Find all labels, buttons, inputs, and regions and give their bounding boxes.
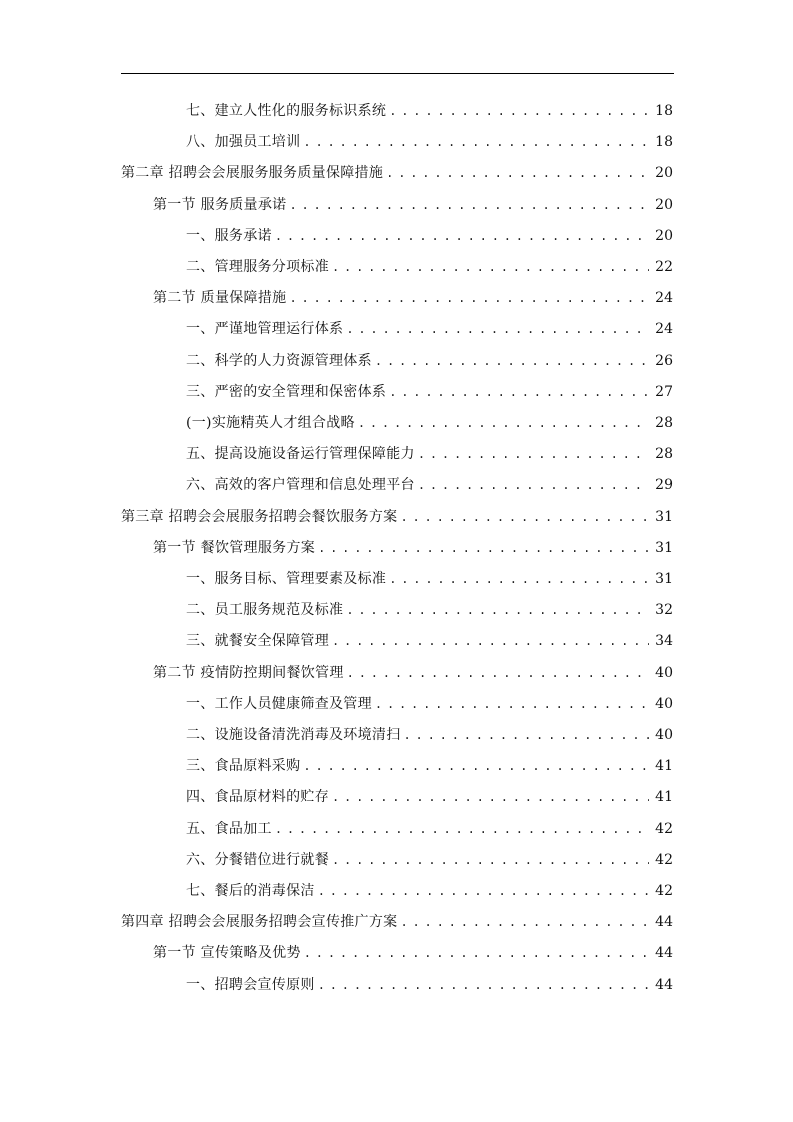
toc-page-number: 27 — [655, 383, 673, 400]
toc-page-number: 42 — [655, 851, 673, 868]
toc-entry-title: 第一节 餐饮管理服务方案 — [153, 539, 316, 556]
header-rule — [121, 73, 674, 74]
toc-page-number: 34 — [655, 633, 673, 650]
toc-page-number: 18 — [655, 103, 673, 119]
toc-dot-leader — [318, 538, 649, 558]
toc-page-number: 44 — [655, 914, 673, 931]
toc-entry-row — [186, 787, 673, 807]
toc-page-number: 20 — [655, 165, 673, 182]
toc-entry[interactable] — [0, 469, 793, 500]
toc-page-number: 42 — [655, 883, 673, 899]
toc-entry-title: 第二章 招聘会会展服务服务质量保障措施 — [121, 165, 384, 182]
toc-entry[interactable] — [0, 532, 793, 563]
toc-entry-title: 二、员工服务规范及标准 — [186, 602, 344, 619]
toc-page-number: 28 — [655, 446, 673, 463]
toc-entry-title: 二、科学的人力资源管理体系 — [186, 352, 372, 369]
toc-page-number: 24 — [655, 321, 673, 338]
toc-page-number: 20 — [655, 196, 673, 213]
toc-entry[interactable] — [0, 407, 793, 438]
toc-entry-title: 二、管理服务分项标准 — [186, 259, 329, 275]
toc-entry[interactable] — [0, 220, 793, 251]
toc-dot-leader — [404, 725, 650, 745]
toc-entry-title: 八、加强员工培训 — [186, 134, 301, 151]
toc-dot-leader — [386, 163, 649, 183]
toc-entry[interactable] — [0, 750, 793, 781]
toc-entry-row — [186, 819, 673, 839]
toc-entry-title: 一、服务目标、管理要素及标准 — [186, 571, 387, 587]
toc-dot-leader — [289, 195, 649, 215]
toc-entry[interactable] — [0, 126, 793, 157]
toc-entry[interactable] — [0, 313, 793, 344]
toc-entry-title: 第一节 服务质量承诺 — [153, 196, 287, 213]
toc-entry-row — [186, 226, 673, 246]
toc-dot-leader — [400, 507, 649, 527]
toc-page-number: 44 — [655, 976, 673, 993]
toc-page-number: 41 — [655, 758, 673, 775]
toc-entry[interactable] — [0, 345, 793, 376]
toc-page-number: 18 — [655, 134, 673, 151]
toc-dot-leader — [375, 351, 649, 371]
toc-entry-row — [186, 631, 673, 651]
toc-entry[interactable] — [0, 937, 793, 968]
toc-entry-title: 六、高效的客户管理和信息处理平台 — [186, 477, 415, 494]
toc-dot-leader — [418, 444, 649, 464]
toc-entry-row — [121, 912, 673, 932]
toc-entry-title: 一、工作人员健康筛查及管理 — [186, 695, 372, 712]
toc-dot-leader — [318, 975, 649, 995]
toc-entry[interactable] — [0, 906, 793, 937]
toc-page-number: 24 — [655, 290, 673, 307]
toc-entry-title: 第二节 疫情防控期间餐饮管理 — [153, 664, 344, 681]
toc-entry-row — [153, 288, 673, 308]
toc-dot-leader — [303, 756, 649, 776]
toc-entry[interactable] — [0, 719, 793, 750]
toc-page-number: 28 — [655, 415, 673, 431]
toc-page-number: 26 — [655, 352, 673, 369]
toc-entry[interactable] — [0, 438, 793, 469]
toc-dot-leader — [375, 694, 649, 714]
toc-entry-title: 六、分餐错位进行就餐 — [186, 851, 329, 868]
toc-entry-title: 第四章 招聘会会展服务招聘会宣传推广方案 — [121, 914, 398, 931]
toc-page-number: 40 — [655, 727, 673, 743]
toc-entry[interactable] — [0, 875, 793, 906]
toc-dot-leader — [400, 912, 649, 932]
toc-entry[interactable] — [0, 969, 793, 1000]
toc-entry-row — [186, 319, 673, 339]
toc-entry-title: 一、服务承诺 — [186, 227, 272, 244]
toc-entry-row — [186, 725, 673, 745]
toc-entry-title: 二、设施设备清洗消毒及环境清扫 — [186, 727, 401, 743]
toc-dot-leader — [303, 132, 649, 152]
toc-dot-leader — [332, 787, 649, 807]
toc-entry-title: 三、严密的安全管理和保密体系 — [186, 383, 387, 400]
toc-entry-row — [186, 444, 673, 464]
toc-entry[interactable] — [0, 594, 793, 625]
toc-dot-leader — [418, 475, 649, 495]
toc-entry[interactable] — [0, 376, 793, 407]
toc-page-number: 31 — [655, 571, 673, 587]
toc-dot-leader — [275, 819, 649, 839]
toc-entry[interactable] — [0, 657, 793, 688]
toc-entry-row — [186, 257, 673, 277]
toc-entry-row — [186, 881, 673, 901]
toc-page-number: 41 — [655, 789, 673, 806]
toc-entry-row — [186, 850, 673, 870]
toc-entry-title: 一、招聘会宣传原则 — [186, 976, 315, 993]
toc-entry-row — [121, 163, 673, 183]
toc-dot-leader — [389, 382, 649, 402]
toc-dot-leader — [347, 663, 650, 683]
toc-entry-row — [186, 694, 673, 714]
toc-entry[interactable] — [0, 844, 793, 875]
toc-entry[interactable] — [0, 501, 793, 532]
toc-dot-leader — [275, 226, 649, 246]
toc-entry-title: 三、就餐安全保障管理 — [186, 633, 329, 650]
toc-entry-row — [153, 195, 673, 215]
toc-entry-title: 三、食品原料采购 — [186, 758, 301, 775]
toc-entry[interactable] — [0, 282, 793, 313]
toc-entry-title: 第三章 招聘会会展服务招聘会餐饮服务方案 — [121, 508, 398, 525]
toc-entry-row — [153, 943, 673, 963]
toc-page-number: 20 — [655, 227, 673, 244]
toc-entry-row — [121, 507, 673, 527]
toc-entry-title: (一)实施精英人才组合战略 — [186, 415, 355, 431]
toc-entry[interactable] — [0, 189, 793, 220]
toc-page-number: 44 — [655, 945, 673, 962]
toc-entry-title: 第二节 质量保障措施 — [153, 290, 287, 307]
toc-dot-leader — [332, 631, 649, 651]
toc-entry-row — [153, 538, 673, 558]
toc-page-number: 29 — [655, 477, 673, 494]
toc-entry-row — [186, 569, 673, 589]
toc-dot-leader — [358, 413, 649, 433]
toc-entry-row — [186, 351, 673, 371]
toc-entry-row — [153, 663, 673, 683]
toc-dot-leader — [304, 943, 649, 963]
toc-entry-title: 第一节 宣传策略及优势 — [153, 945, 301, 962]
toc-page-number: 32 — [655, 602, 673, 619]
toc-page-number: 40 — [655, 695, 673, 712]
toc-entry[interactable] — [0, 251, 793, 282]
toc-dot-leader — [332, 257, 649, 277]
toc-entry-row — [186, 975, 673, 995]
toc-entry-row — [186, 756, 673, 776]
toc-entry-title: 七、建立人性化的服务标识系统 — [186, 103, 387, 119]
toc-dot-leader — [289, 288, 649, 308]
toc-entry-title: 四、食品原材料的贮存 — [186, 789, 329, 806]
toc-page-number: 42 — [655, 820, 673, 837]
toc-entry-row — [186, 413, 673, 433]
toc-dot-leader — [332, 850, 649, 870]
toc-dot-leader — [318, 881, 649, 901]
toc-dot-leader — [346, 600, 649, 620]
toc-entry[interactable] — [0, 563, 793, 594]
toc-entry[interactable] — [0, 95, 793, 126]
toc-dot-leader — [389, 101, 649, 121]
toc-entry-row — [186, 475, 673, 495]
toc-entry-title: 七、餐后的消毒保洁 — [186, 883, 315, 899]
toc-entry-title: 一、严谨地管理运行体系 — [186, 321, 344, 338]
toc-entry[interactable] — [0, 781, 793, 812]
toc-entry[interactable] — [0, 688, 793, 719]
toc-dot-leader — [389, 569, 649, 589]
toc-dot-leader — [346, 319, 649, 339]
toc-entry[interactable] — [0, 157, 793, 188]
toc-page-number: 31 — [655, 508, 673, 525]
toc-entry-title: 五、提高设施设备运行管理保障能力 — [186, 446, 415, 463]
toc-entry-title: 五、食品加工 — [186, 820, 272, 837]
toc-page-number: 22 — [655, 259, 673, 275]
toc-page-number: 31 — [655, 539, 673, 556]
toc-entry-row — [186, 382, 673, 402]
toc-entry-row — [186, 600, 673, 620]
toc-entry[interactable] — [0, 625, 793, 656]
toc-entry-row — [186, 101, 673, 121]
toc-entry[interactable] — [0, 813, 793, 844]
toc-page-number: 40 — [655, 664, 673, 681]
toc-entry-row — [186, 132, 673, 152]
